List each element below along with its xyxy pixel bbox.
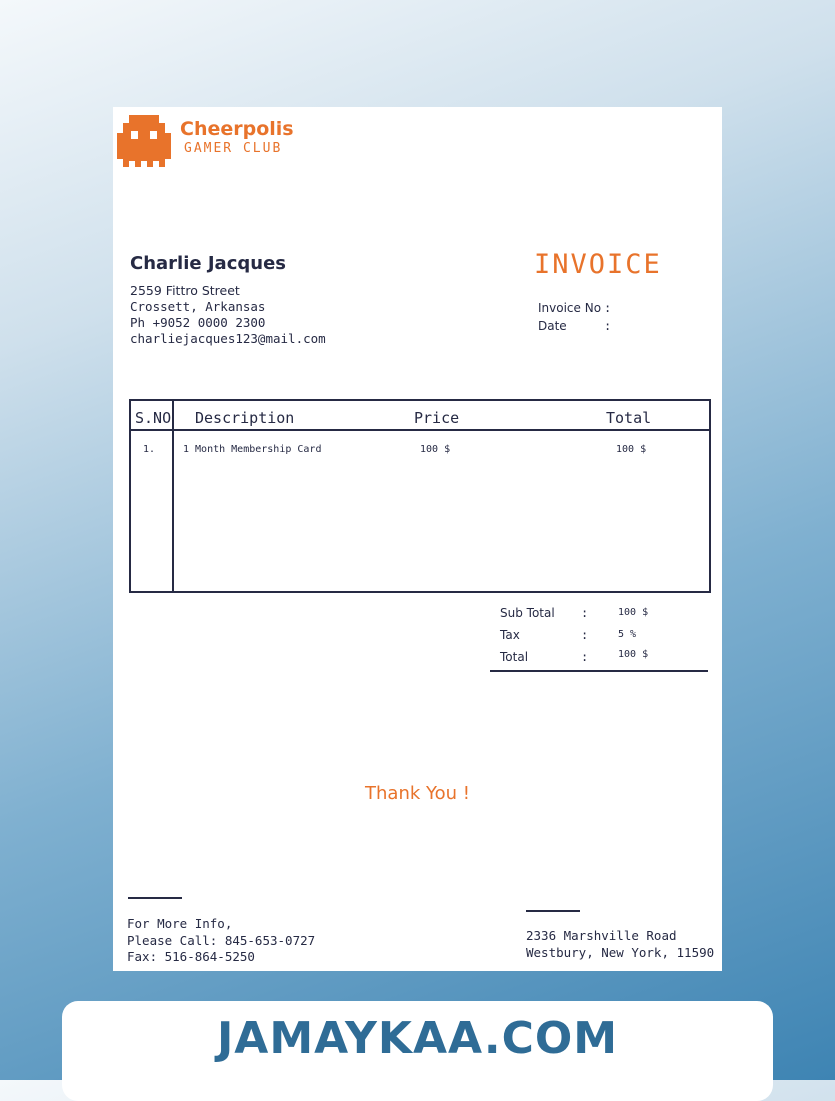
customer-name: Charlie Jacques <box>130 253 286 274</box>
tax-label: Tax <box>500 628 520 642</box>
total-label: Total <box>500 650 529 664</box>
customer-city: Crossett, Arkansas <box>130 299 266 314</box>
subtotal-label: Sub Total <box>500 606 555 620</box>
footer-right-divider <box>526 910 580 912</box>
invoice-title: INVOICE <box>534 249 662 280</box>
table-header-divider <box>131 429 709 431</box>
space-invader-icon <box>117 115 171 167</box>
header-description: Description <box>195 409 295 427</box>
header-total: Total <box>606 409 652 427</box>
watermark-banner <box>62 1001 773 1101</box>
footer-info-phone: Please Call: 845-653-0727 <box>127 933 316 948</box>
footer-left-divider <box>128 897 182 899</box>
invoice-number-colon: : <box>604 301 612 315</box>
tax-colon: : <box>581 628 589 642</box>
header-price: Price <box>414 409 460 427</box>
subtotal-value: 100 $ <box>618 607 649 618</box>
row-total: 100 $ <box>616 444 647 455</box>
total-value: 100 $ <box>618 649 649 660</box>
brand-subtitle: GAMER CLUB <box>184 141 283 156</box>
invoice-date-label: Date <box>538 319 567 333</box>
watermark-text: JAMAYKAA.COM <box>216 1013 619 1064</box>
customer-street: 2559 Fittro Street <box>130 283 240 298</box>
tax-value: 5 % <box>618 629 637 640</box>
subtotal-colon: : <box>581 606 589 620</box>
footer-info-fax: Fax: 516-864-5250 <box>127 949 255 964</box>
table-column-divider <box>172 401 174 591</box>
footer-address-line2: Westbury, New York, 11590 <box>526 945 715 960</box>
header-sno: S.NO <box>135 409 172 427</box>
brand-name: Cheerpolis <box>180 118 294 140</box>
row-price: 100 $ <box>420 444 451 455</box>
footer-address-line1: 2336 Marshville Road <box>526 928 677 943</box>
invoice-page <box>113 107 722 971</box>
items-table <box>129 399 711 593</box>
footer-info-line1: For More Info, <box>127 916 233 931</box>
total-colon: : <box>581 650 589 664</box>
thank-you-text: Thank You ! <box>365 783 470 804</box>
invoice-number-label: Invoice No <box>538 301 602 315</box>
row-description: 1 Month Membership Card <box>183 444 322 455</box>
summary-divider <box>490 670 708 672</box>
customer-email: charliejacques123@mail.com <box>130 331 326 346</box>
row-sno: 1. <box>143 444 156 455</box>
customer-phone: Ph +9052 0000 2300 <box>130 315 266 330</box>
invoice-date-colon: : <box>604 319 612 333</box>
